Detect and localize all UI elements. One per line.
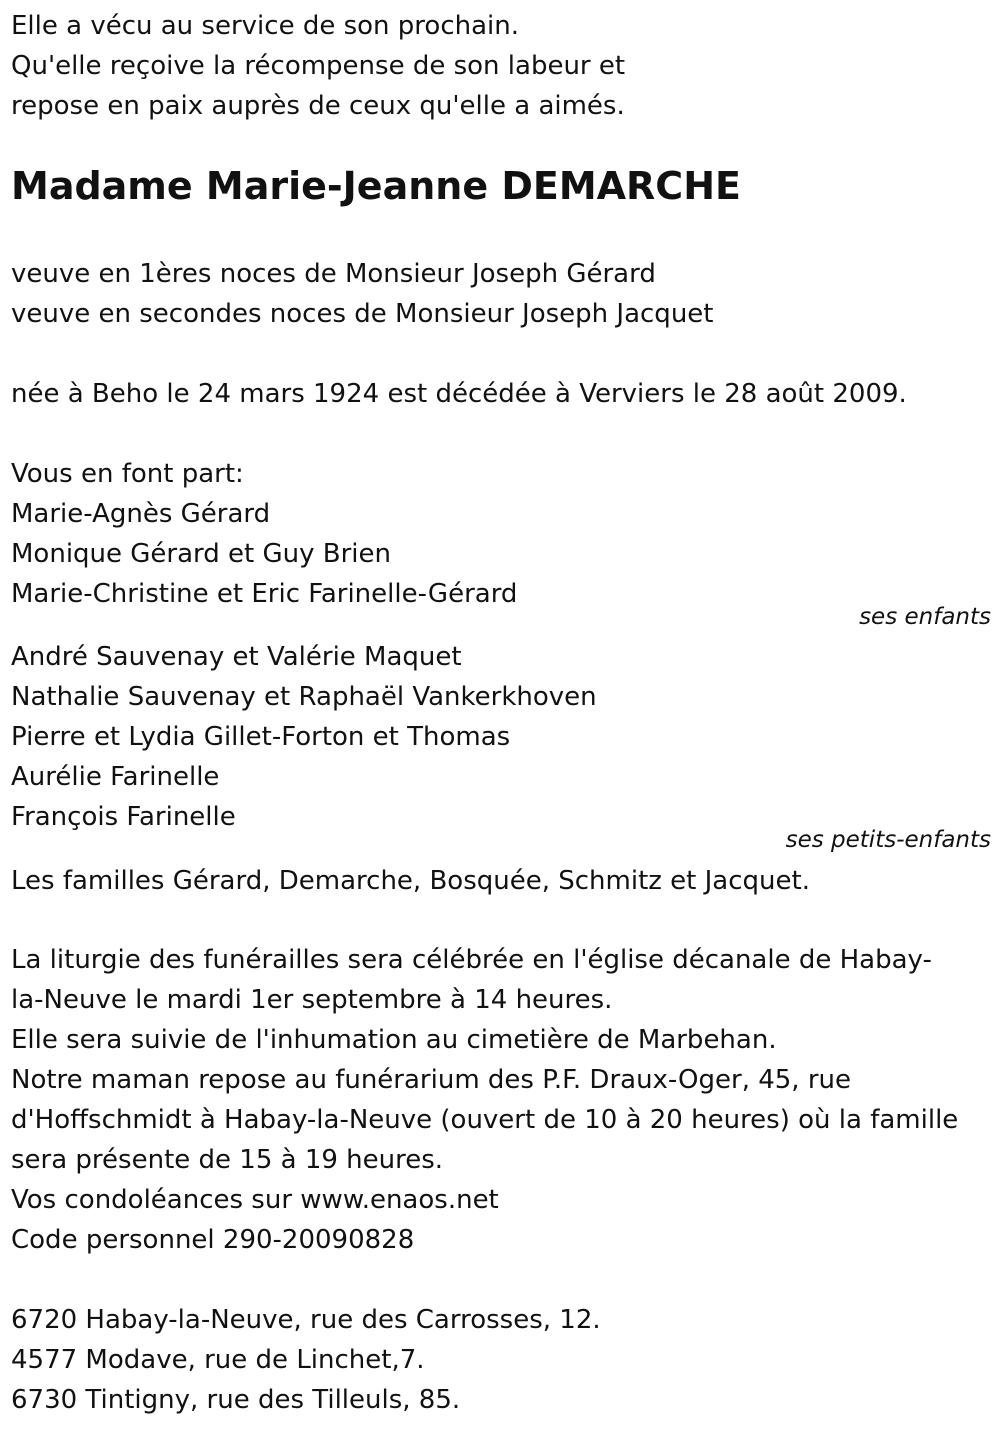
funeral-info-line: Notre maman repose au funérarium des P.F. Draux-Oger, 45, rue	[11, 1065, 851, 1095]
children-role-label: ses enfants	[859, 604, 991, 630]
grandchildren-role-label: ses petits-enfants	[785, 827, 991, 853]
epitaph-line: repose en paix auprès de ceux qu'elle a aimés.	[11, 91, 625, 121]
grandchildren-role	[11, 825, 991, 855]
families	[11, 861, 991, 901]
address-line: 6730 Tintigny, rue des Tilleuls, 85.	[11, 1385, 461, 1415]
grandchildren	[11, 637, 991, 837]
funeral-info-line: Elle sera suivie de l'inhumation au cimetière de Marbehan.	[11, 1025, 777, 1055]
deceased-name: Madame Marie-Jeanne DEMARCHE	[11, 164, 741, 208]
announcers-intro: Vous en font part:	[11, 459, 244, 489]
grandchild-name: Pierre et Lydia Gillet-Forton et Thomas	[11, 722, 511, 752]
address-line: 6720 Habay-la-Neuve, rue des Carrosses, 12.	[11, 1305, 601, 1335]
marriages	[11, 254, 991, 334]
address-line: 4577 Modave, rue de Linchet,7.	[11, 1345, 425, 1375]
epitaph	[11, 6, 991, 126]
funeral-info-line: la-Neuve le mardi 1er septembre à 14 heures.	[11, 985, 613, 1015]
addresses	[11, 1300, 991, 1420]
child-name: Marie-Agnès Gérard	[11, 499, 271, 529]
birth-death-line: née à Beho le 24 mars 1924 est décédée à Verviers le 28 août 2009.	[11, 379, 907, 409]
child-name: Monique Gérard et Guy Brien	[11, 539, 392, 569]
child-name: Marie-Christine et Eric Farinelle-Gérard	[11, 579, 518, 609]
funeral-info-line: d'Hoffschmidt à Habay-la-Neuve (ouvert de 10 à 20 heures) où la famille	[11, 1105, 959, 1135]
personal-code-line: Code personnel 290-20090828	[11, 1225, 415, 1255]
grandchild-name: François Farinelle	[11, 802, 236, 832]
funeral-info	[11, 940, 991, 1260]
grandchild-name: Nathalie Sauvenay et Raphaël Vankerkhoven	[11, 682, 597, 712]
birth-death	[11, 374, 991, 414]
grandchild-name: Aurélie Farinelle	[11, 762, 220, 792]
announcers	[11, 454, 991, 614]
grandchild-name: André Sauvenay et Valérie Maquet	[11, 642, 462, 672]
epitaph-line: Elle a vécu au service de son prochain.	[11, 11, 519, 41]
funeral-info-line: La liturgie des funérailles sera célébrée en l'église décanale de Habay-	[11, 945, 932, 975]
marriage-line: veuve en 1ères noces de Monsieur Joseph Gérard	[11, 259, 656, 289]
funeral-info-line: sera présente de 15 à 19 heures.	[11, 1145, 444, 1175]
marriage-line: veuve en secondes noces de Monsieur Joseph Jacquet	[11, 299, 714, 329]
children-role	[11, 602, 991, 632]
condolences-line: Vos condoléances sur www.enaos.net	[11, 1185, 499, 1215]
families-line: Les familles Gérard, Demarche, Bosquée, Schmitz et Jacquet.	[11, 866, 810, 896]
epitaph-line: Qu'elle reçoive la récompense de son labeur et	[11, 51, 626, 81]
